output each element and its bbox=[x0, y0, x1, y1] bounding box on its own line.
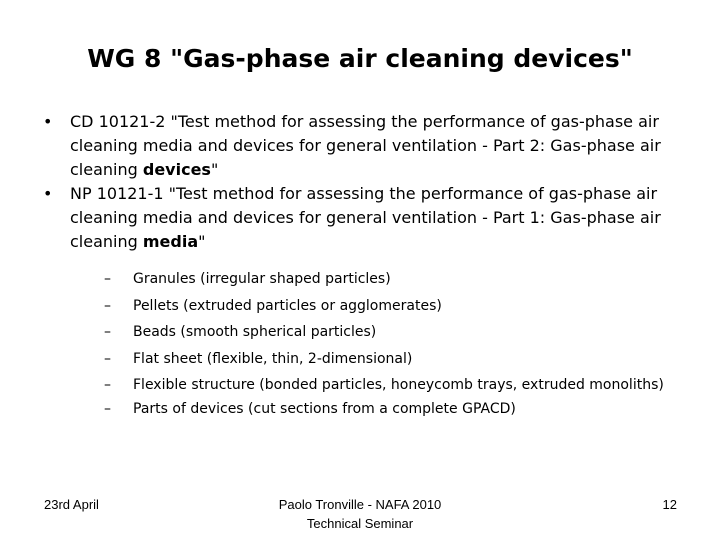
footer-date: 23rd April bbox=[44, 497, 99, 512]
sub-bullet-text: Granules (irregular shaped particles) bbox=[133, 271, 391, 287]
bullet-text-part: " bbox=[198, 232, 206, 251]
bullet-text bbox=[70, 112, 661, 179]
sub-bullet-text: Pellets (extruded particles or agglomerates) bbox=[133, 297, 442, 314]
bullet-item bbox=[40, 110, 670, 182]
bullet-list bbox=[40, 110, 670, 423]
bullet-marker: • bbox=[43, 184, 53, 203]
sub-bullet-item bbox=[70, 266, 670, 293]
footer-presenter-line2: Technical Seminar bbox=[306, 516, 414, 531]
bullet-text bbox=[70, 184, 661, 251]
bullet-marker: • bbox=[43, 112, 53, 131]
dash-marker: – bbox=[104, 350, 111, 367]
sub-bullet-text: Flexible structure (bonded particles, honeycomb trays, extruded monoliths) bbox=[133, 377, 664, 393]
bullet-bold-word: devices bbox=[142, 160, 211, 179]
bullet-text-part: CD 10121-2 "Test method for assessing the performance of gas-phase air cleaning media and devices for general ventilation - Part 2: Gas-phase air cleaning bbox=[70, 112, 661, 179]
bullet-text-part: " bbox=[210, 160, 219, 179]
sub-bullet-item bbox=[70, 319, 670, 346]
sub-bullet-text: Beads (smooth spherical particles) bbox=[133, 324, 377, 340]
slide-title: WG 8 "Gas-phase air cleaning devices" bbox=[87, 44, 633, 73]
dash-marker: – bbox=[104, 401, 111, 417]
sub-bullet-item bbox=[70, 346, 670, 373]
sub-bullet-item bbox=[70, 372, 670, 396]
footer-presenter-line1: Paolo Tronville - NAFA 2010 bbox=[278, 497, 442, 512]
dash-marker: – bbox=[104, 297, 111, 314]
sub-bullet-list bbox=[70, 266, 670, 423]
footer-presenter bbox=[210, 495, 510, 533]
sub-bullet-text: Flat sheet (flexible, thin, 2-dimensional) bbox=[133, 350, 413, 367]
dash-marker: – bbox=[104, 377, 111, 393]
sub-bullet-item bbox=[70, 293, 670, 320]
bullet-item bbox=[40, 182, 670, 423]
bullet-text-part: NP 10121-1 "Test method for assessing the performance of gas-phase air cleaning media and devices for general ventilation - Part 1: Gas-phase air cleaning bbox=[70, 184, 661, 251]
bullet-bold-word: media bbox=[142, 232, 199, 251]
sub-bullet-text: Parts of devices (cut sections from a complete GPACD) bbox=[133, 401, 516, 417]
page-number: 12 bbox=[662, 497, 677, 512]
dash-marker: – bbox=[104, 271, 111, 287]
sub-bullet-item bbox=[70, 396, 670, 423]
dash-marker: – bbox=[104, 324, 111, 340]
